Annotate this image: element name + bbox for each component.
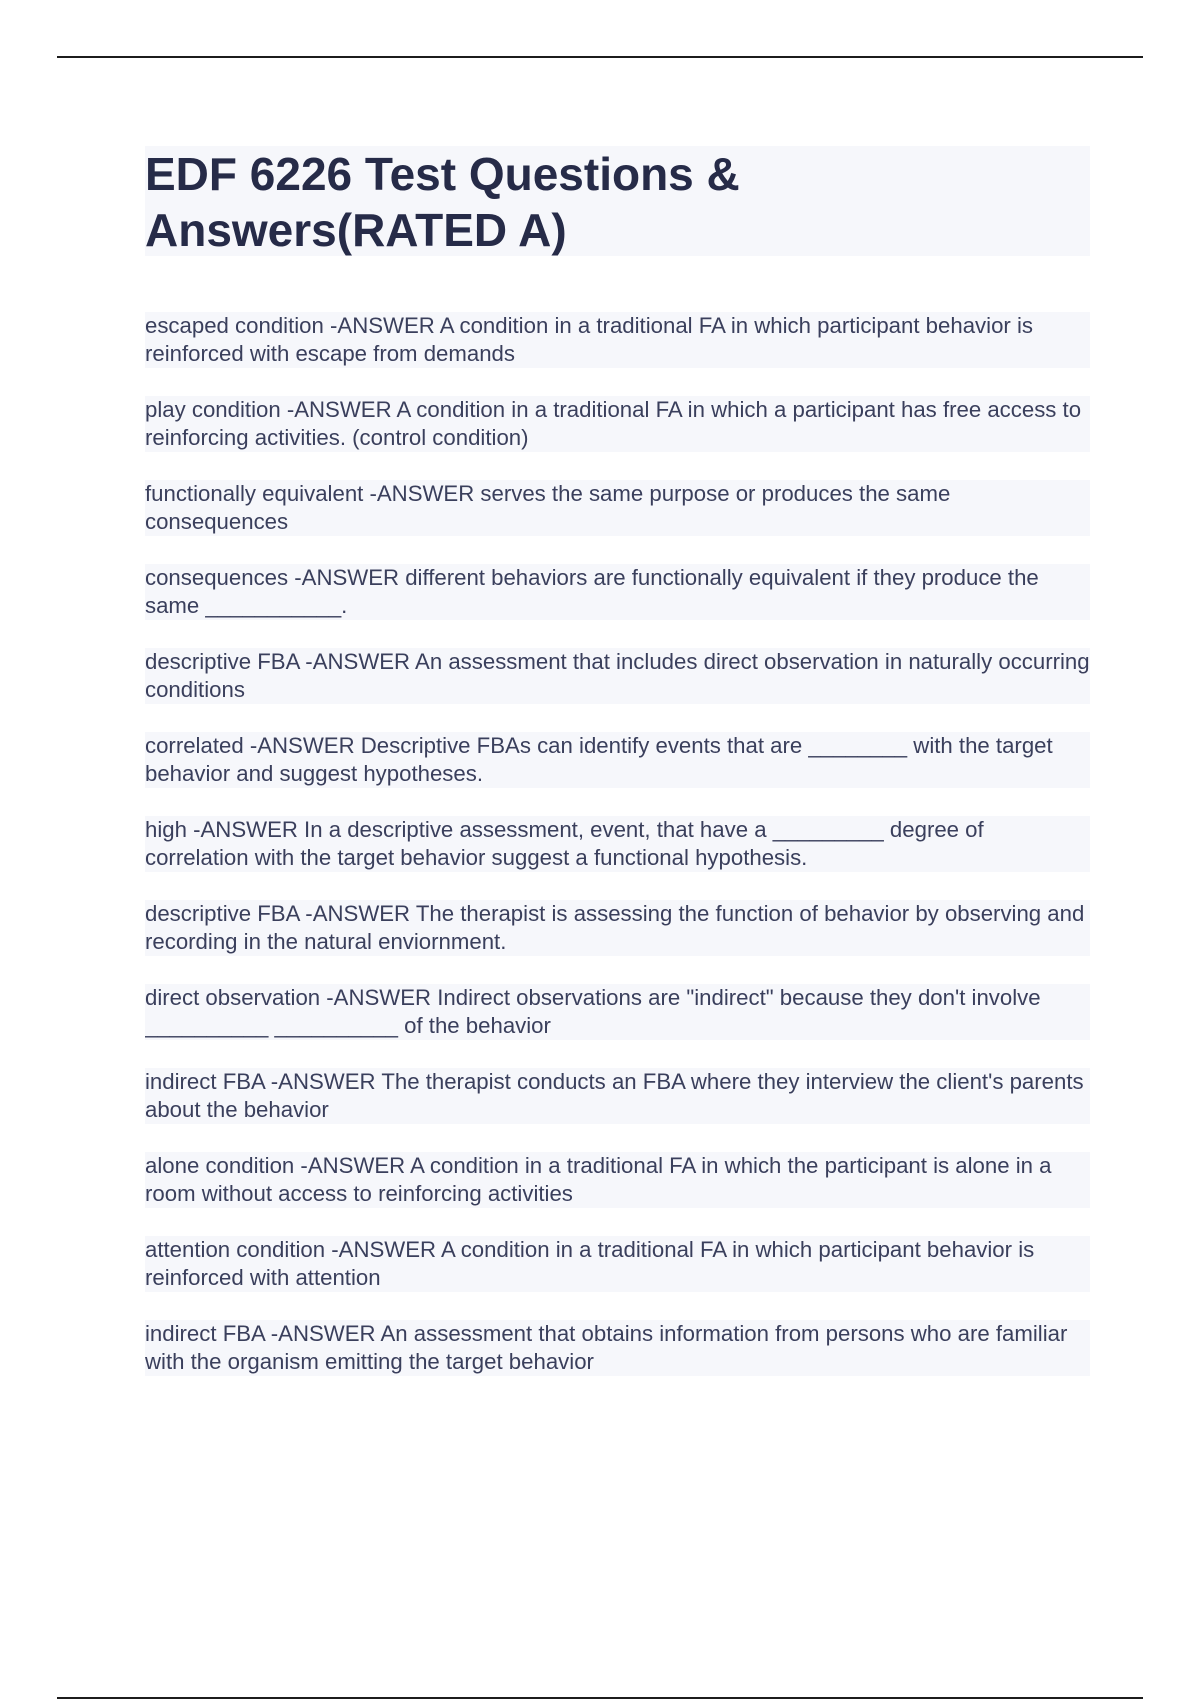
qa-item: attention condition -ANSWER A condition in a traditional FA in which participant behavior is reinforced with attention [145, 1236, 1090, 1292]
qa-item: alone condition -ANSWER A condition in a traditional FA in which the participant is alone in a room without access to reinforcing activities [145, 1152, 1090, 1208]
qa-item: descriptive FBA -ANSWER An assessment that includes direct observation in naturally occurring conditions [145, 649, 1090, 702]
qa-item: consequences -ANSWER different behaviors are functionally equivalent if they produce the same ___________. [145, 564, 1090, 620]
title-block [145, 146, 1090, 256]
qa-item: direct observation -ANSWER Indirect observations are "indirect" because they don't involve __________ __________ of the behavior [145, 984, 1090, 1040]
qa-item: functionally equivalent -ANSWER serves the same purpose or produces the same consequences [145, 480, 1090, 536]
qa-list [145, 312, 1090, 1404]
bottom-rule [57, 1697, 1143, 1699]
qa-item: indirect FBA -ANSWER An assessment that obtains information from persons who are familiar with the organism emitting the target behavior [145, 1320, 1090, 1376]
qa-item: play condition -ANSWER A condition in a traditional FA in which a participant has free access to reinforcing activities. (control condition) [145, 396, 1090, 452]
qa-item: correlated -ANSWER Descriptive FBAs can identify events that are ________ with the target behavior and suggest hypotheses. [145, 732, 1090, 788]
qa-item: indirect FBA -ANSWER The therapist conducts an FBA where they interview the client's parents about the behavior [145, 1068, 1090, 1124]
document-title: EDF 6226 Test Questions & Answers(RATED A) [145, 148, 740, 256]
qa-item: descriptive FBA -ANSWER The therapist is assessing the function of behavior by observing and recording in the natural enviornment. [145, 900, 1090, 956]
qa-item: escaped condition -ANSWER A condition in a traditional FA in which participant behavior is reinforced with escape from demands [145, 312, 1090, 368]
qa-item: high -ANSWER In a descriptive assessment, event, that have a _________ degree of correlation with the target behavior suggest a functional hypothesis. [145, 816, 1090, 872]
top-rule [57, 56, 1143, 58]
